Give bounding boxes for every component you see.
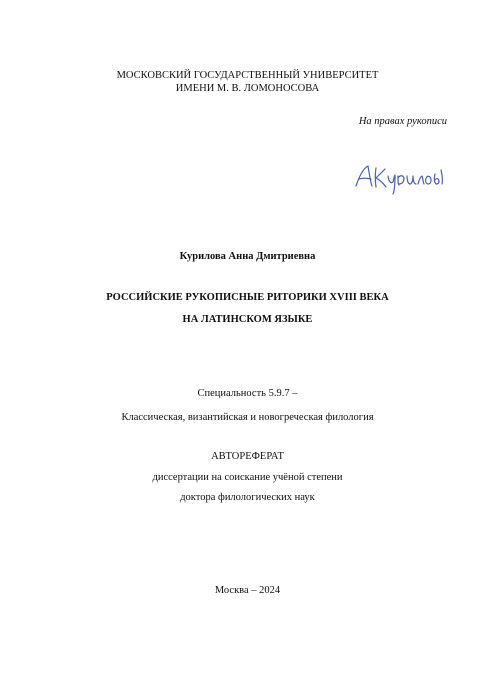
signature-image [352, 160, 452, 198]
manuscript-note: На правах рукописи [358, 116, 447, 127]
institution-line-2: ИМЕНИ М. В. ЛОМОНОСОВА [175, 83, 320, 94]
specialty-name: Классическая, византийская и новогреческая филология [121, 412, 374, 423]
title-line-1: РОССИЙСКИЕ РУКОПИСНЫЕ РИТОРИКИ XVIII ВЕКА [106, 292, 389, 303]
document-type-heading: АВТОРЕФЕРАТ [211, 451, 284, 462]
institution-line-1: МОСКОВСКИЙ ГОСУДАРСТВЕННЫЙ УНИВЕРСИТЕТ [116, 70, 379, 81]
specialty-code: Специальность 5.9.7 – [197, 388, 298, 399]
title-line-2: НА ЛАТИНСКОМ ЯЗЫКЕ [182, 314, 313, 325]
author-name: Курилова Анна Дмитриевна [179, 251, 316, 262]
document-type-line-2: доктора филологических наук [180, 492, 315, 503]
city-year: Москва – 2024 [214, 585, 281, 596]
document-type-line-1: диссертации на соискание учёной степени [152, 472, 343, 483]
